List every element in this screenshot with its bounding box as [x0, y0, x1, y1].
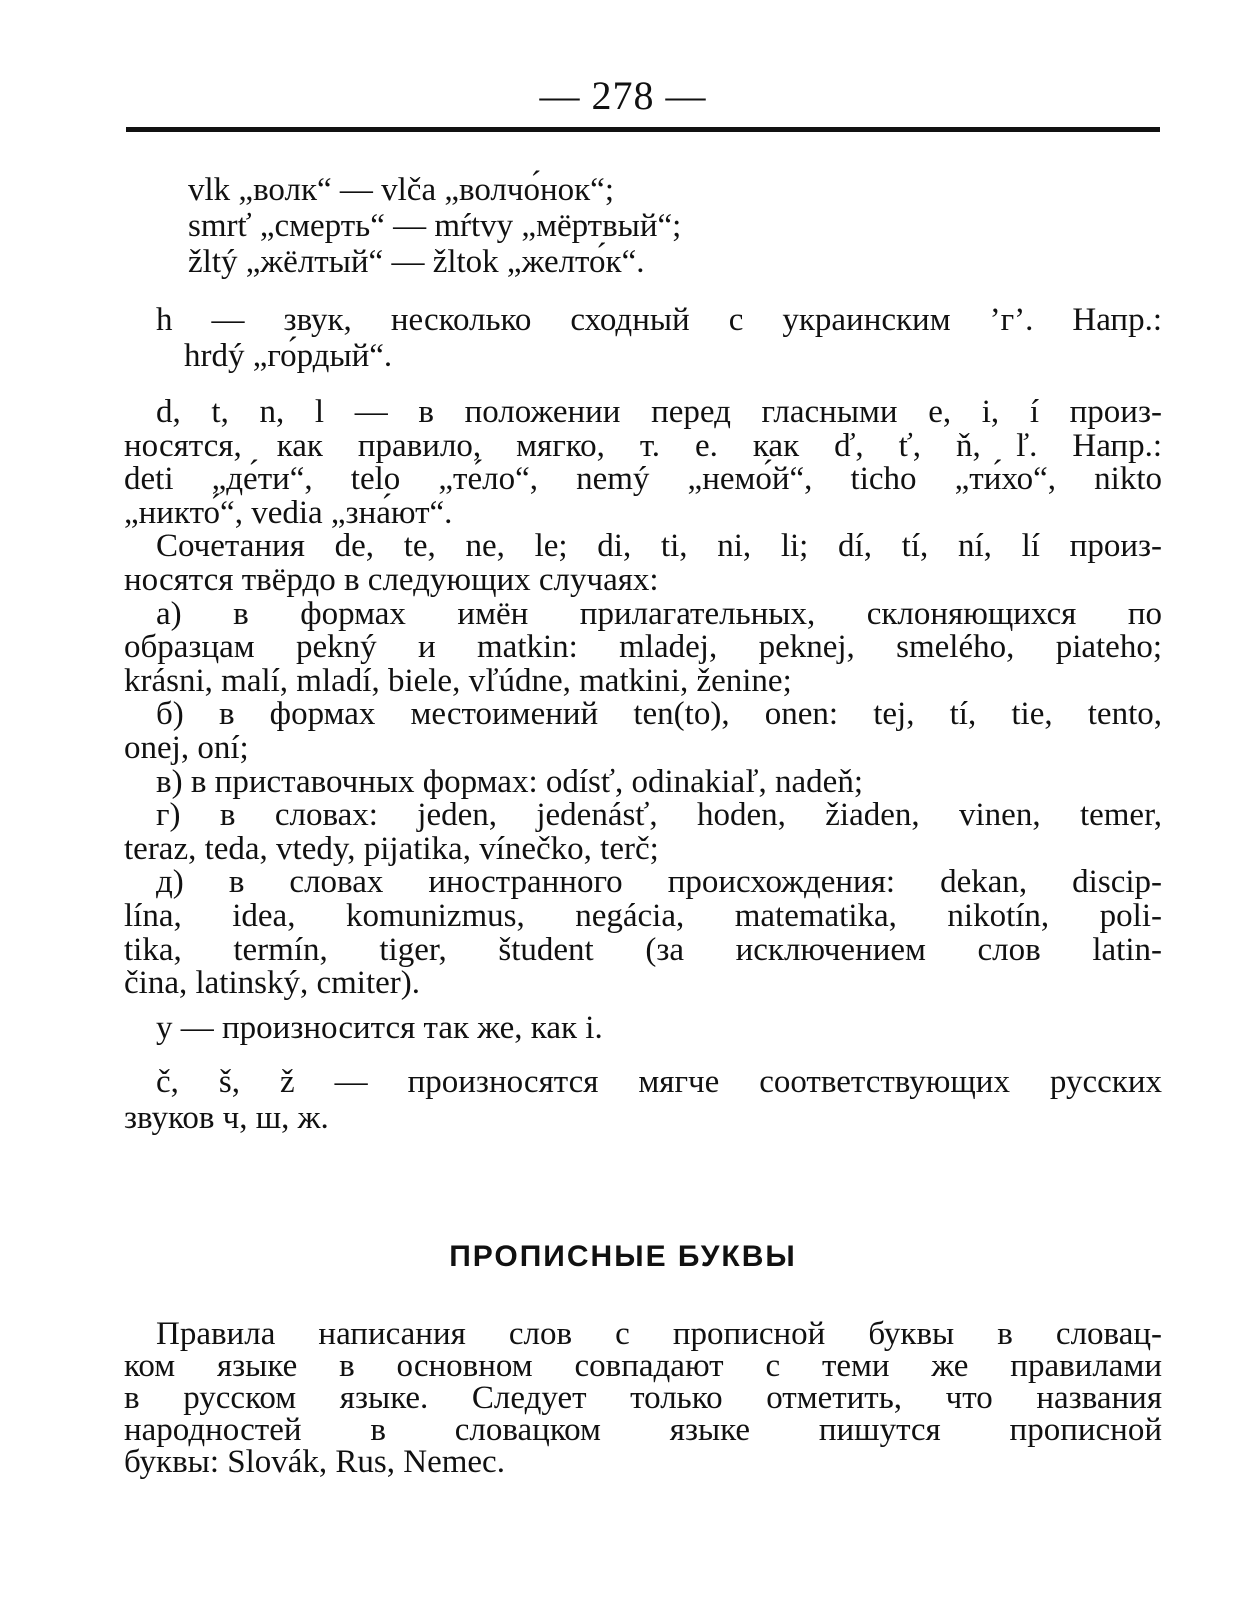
example-line: žltý „жёлтый“ — žltok „желто́к“.: [188, 244, 645, 280]
page-number: — 278 —: [539, 73, 707, 118]
paragraph-line: а) в формах имён прилагательных, склоняющихся по: [156, 595, 1162, 632]
paragraph-line: deti „де́ти“, telo „те́ло“, nemý „немо́й“, ticho „ти́хо“, nikto: [124, 461, 1162, 498]
dtnl-paragraph: [124, 396, 1162, 1001]
paragraph-line: y — произносится так же, как i.: [156, 1010, 603, 1046]
paragraph-line: lína, idea, komunizmus, negácia, matematika, nikotín, poli-: [124, 897, 1162, 934]
example-line: smrť „смерть“ — mŕtvy „мёртвый“;: [188, 208, 682, 244]
paragraph-line: krásni, malí, mladí, biele, vľúdne, matkini, ženine;: [124, 662, 792, 699]
paragraph-line: „никто́“, vedia „зна́ют“.: [124, 494, 453, 531]
paragraph-line: буквы: Slovák, Rus, Nemec.: [124, 1444, 505, 1480]
paragraph-line: образцам pekný и matkin: mladej, peknej, smelého, piateho;: [124, 629, 1162, 666]
paragraph-line: б) в формах местоимений ten(to), onen: tej, tí, tie, tento,: [156, 696, 1162, 733]
paragraph-line: onej, oní;: [124, 729, 249, 766]
paragraph-line: hrdý „го́рдый“.: [184, 338, 393, 374]
paragraph-line: в) в приставочных формах: odísť, odinakiaľ, nadeň;: [156, 763, 863, 800]
paragraph-line: в русском языке. Следует только отметить, что названия: [124, 1380, 1162, 1416]
paragraph-line: носятся твёрдо в следующих случаях:: [124, 561, 659, 598]
paragraph-line: d, t, n, l — в положении перед гласными e, i, í произ-: [156, 394, 1162, 430]
paragraph-line: ком языке в основном совпадают с теми же правилами: [124, 1348, 1162, 1384]
h-paragraph: [124, 302, 1162, 374]
example-line: vlk „волк“ — vlča „волчо́нок“;: [188, 172, 614, 208]
paragraph-line: звуков ч, ш, ж.: [124, 1100, 329, 1136]
paragraph-line: д) в словах иностранного происхождения: dekan, discip-: [156, 864, 1162, 901]
paragraph-line: tika, termín, tiger, študent (за исключением слов latin-: [124, 931, 1162, 968]
section-heading: ПРОПИСНЫЕ БУКВЫ: [449, 1240, 797, 1273]
paragraph-line: č, š, ž — произносятся мягче соответствующих русских: [156, 1064, 1162, 1100]
paragraph-line: г) в словах: jeden, jedenásť, hoden, žiaden, vinen, temer,: [156, 797, 1162, 834]
y-paragraph: [124, 1010, 1162, 1046]
paragraph-line: Правила написания слов с прописной буквы в словац-: [156, 1316, 1162, 1352]
csz-paragraph: [124, 1064, 1162, 1136]
paragraph-line: носятся, как правило, мягко, т. е. как ď, ť, ň, ľ. Напр.:: [124, 427, 1162, 464]
paragraph-line: h — звук, несколько сходный с украинским ’г’. Напр.:: [156, 302, 1162, 338]
paragraph-line: народностей в словацком языке пишутся прописной: [124, 1412, 1162, 1448]
paragraph-line: Сочетания de, te, ne, le; di, ti, ni, li; dí, tí, ní, lí произ-: [156, 528, 1162, 565]
capitals-paragraph: [124, 1318, 1162, 1478]
examples-block: [188, 172, 988, 280]
paragraph-line: teraz, teda, vtedy, pijatika, vínečko, terč;: [124, 830, 659, 867]
paragraph-line: čina, latinský, cmiter).: [124, 965, 420, 1002]
header-rule: [126, 127, 1160, 132]
